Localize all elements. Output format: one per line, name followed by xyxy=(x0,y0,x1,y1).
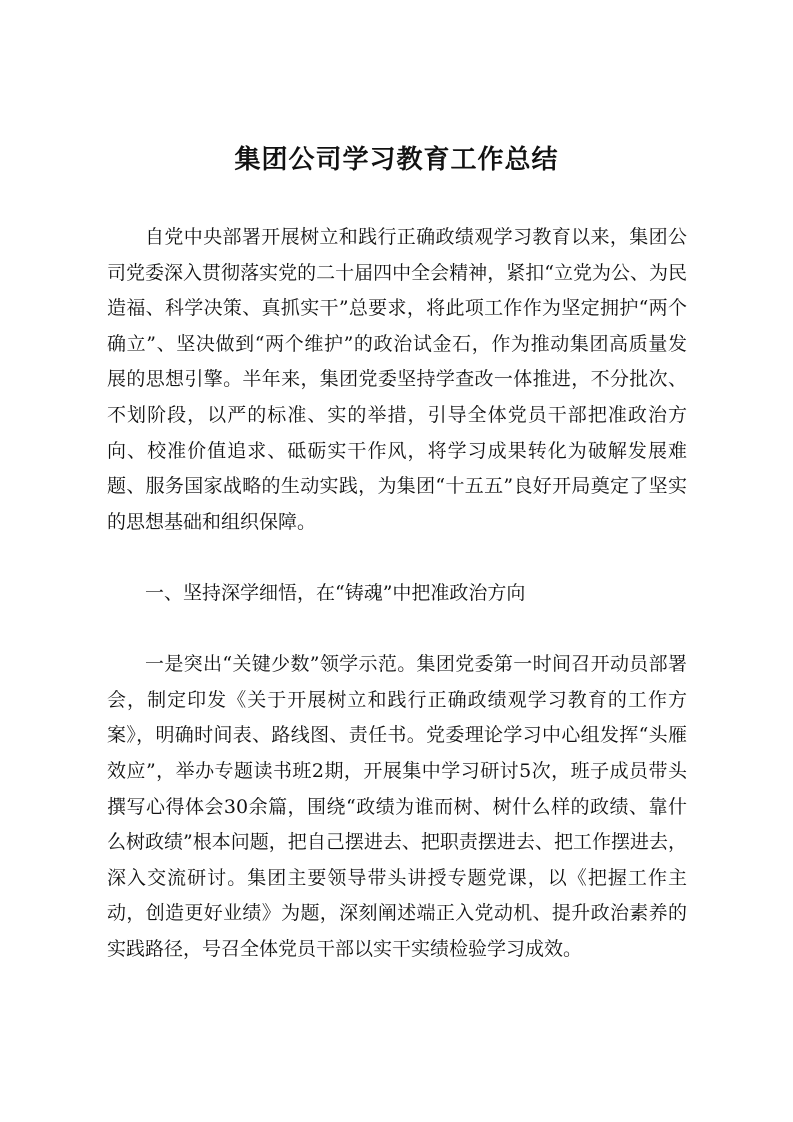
section-paragraph: 一是突出“关键少数”领学示范。集团党委第一时间召开动员部署会，制定印发《关于开展树立和践行正确政绩观学习教育的工作方案》，明确时间表、路线图、责任书。党委理论学习中心组发挥“头雁效应”，举办专题读书班2期，开展集中学习研讨5次，班子成员带头撰写心得体会30余篇，围绕“政绩为谁而树、树什么样的政绩、靠什么树政绩”根本问题，把自己摆进去、把职责摆进去、把工作摆进去，深入交流研讨。集团主要领导带头讲授专题党课，以《把握工作主动，创造更好业绩》为题，深刻阐述端正入党动机、提升政治素养的实践路径，号召全体党员干部以实干实绩检验学习成效。 xyxy=(107,653,687,960)
section-heading: 一、坚持深学细悟，在“铸魂”中把准政治方向 xyxy=(145,581,526,604)
intro-paragraph: 自党中央部署开展树立和践行正确政绩观学习教育以来，集团公司党委深入贯彻落实党的二十届四中全会精神，紧扣“立党为公、为民造福、科学决策、真抓实干”总要求，将此项工作作为坚定拥护“两个确立”、坚决做到“两个维护”的政治试金石，作为推动集团高质量发展的思想引擎。半年来，集团党委坚持学查改一体推进，不分批次、不划阶段，以严的标准、实的举措，引导全体党员干部把准政治方向、校准价值追求、砥砺实干作风，将学习成果转化为破解发展难题、服务国家战略的生动实践，为集团“十五五”良好开局奠定了坚实的思想基础和组织保障。 xyxy=(107,226,687,533)
paragraph-spacer xyxy=(107,612,687,648)
document-title: 集团公司学习教育工作总结 xyxy=(234,145,559,175)
document-body xyxy=(107,220,687,967)
paragraph-spacer xyxy=(107,540,687,576)
